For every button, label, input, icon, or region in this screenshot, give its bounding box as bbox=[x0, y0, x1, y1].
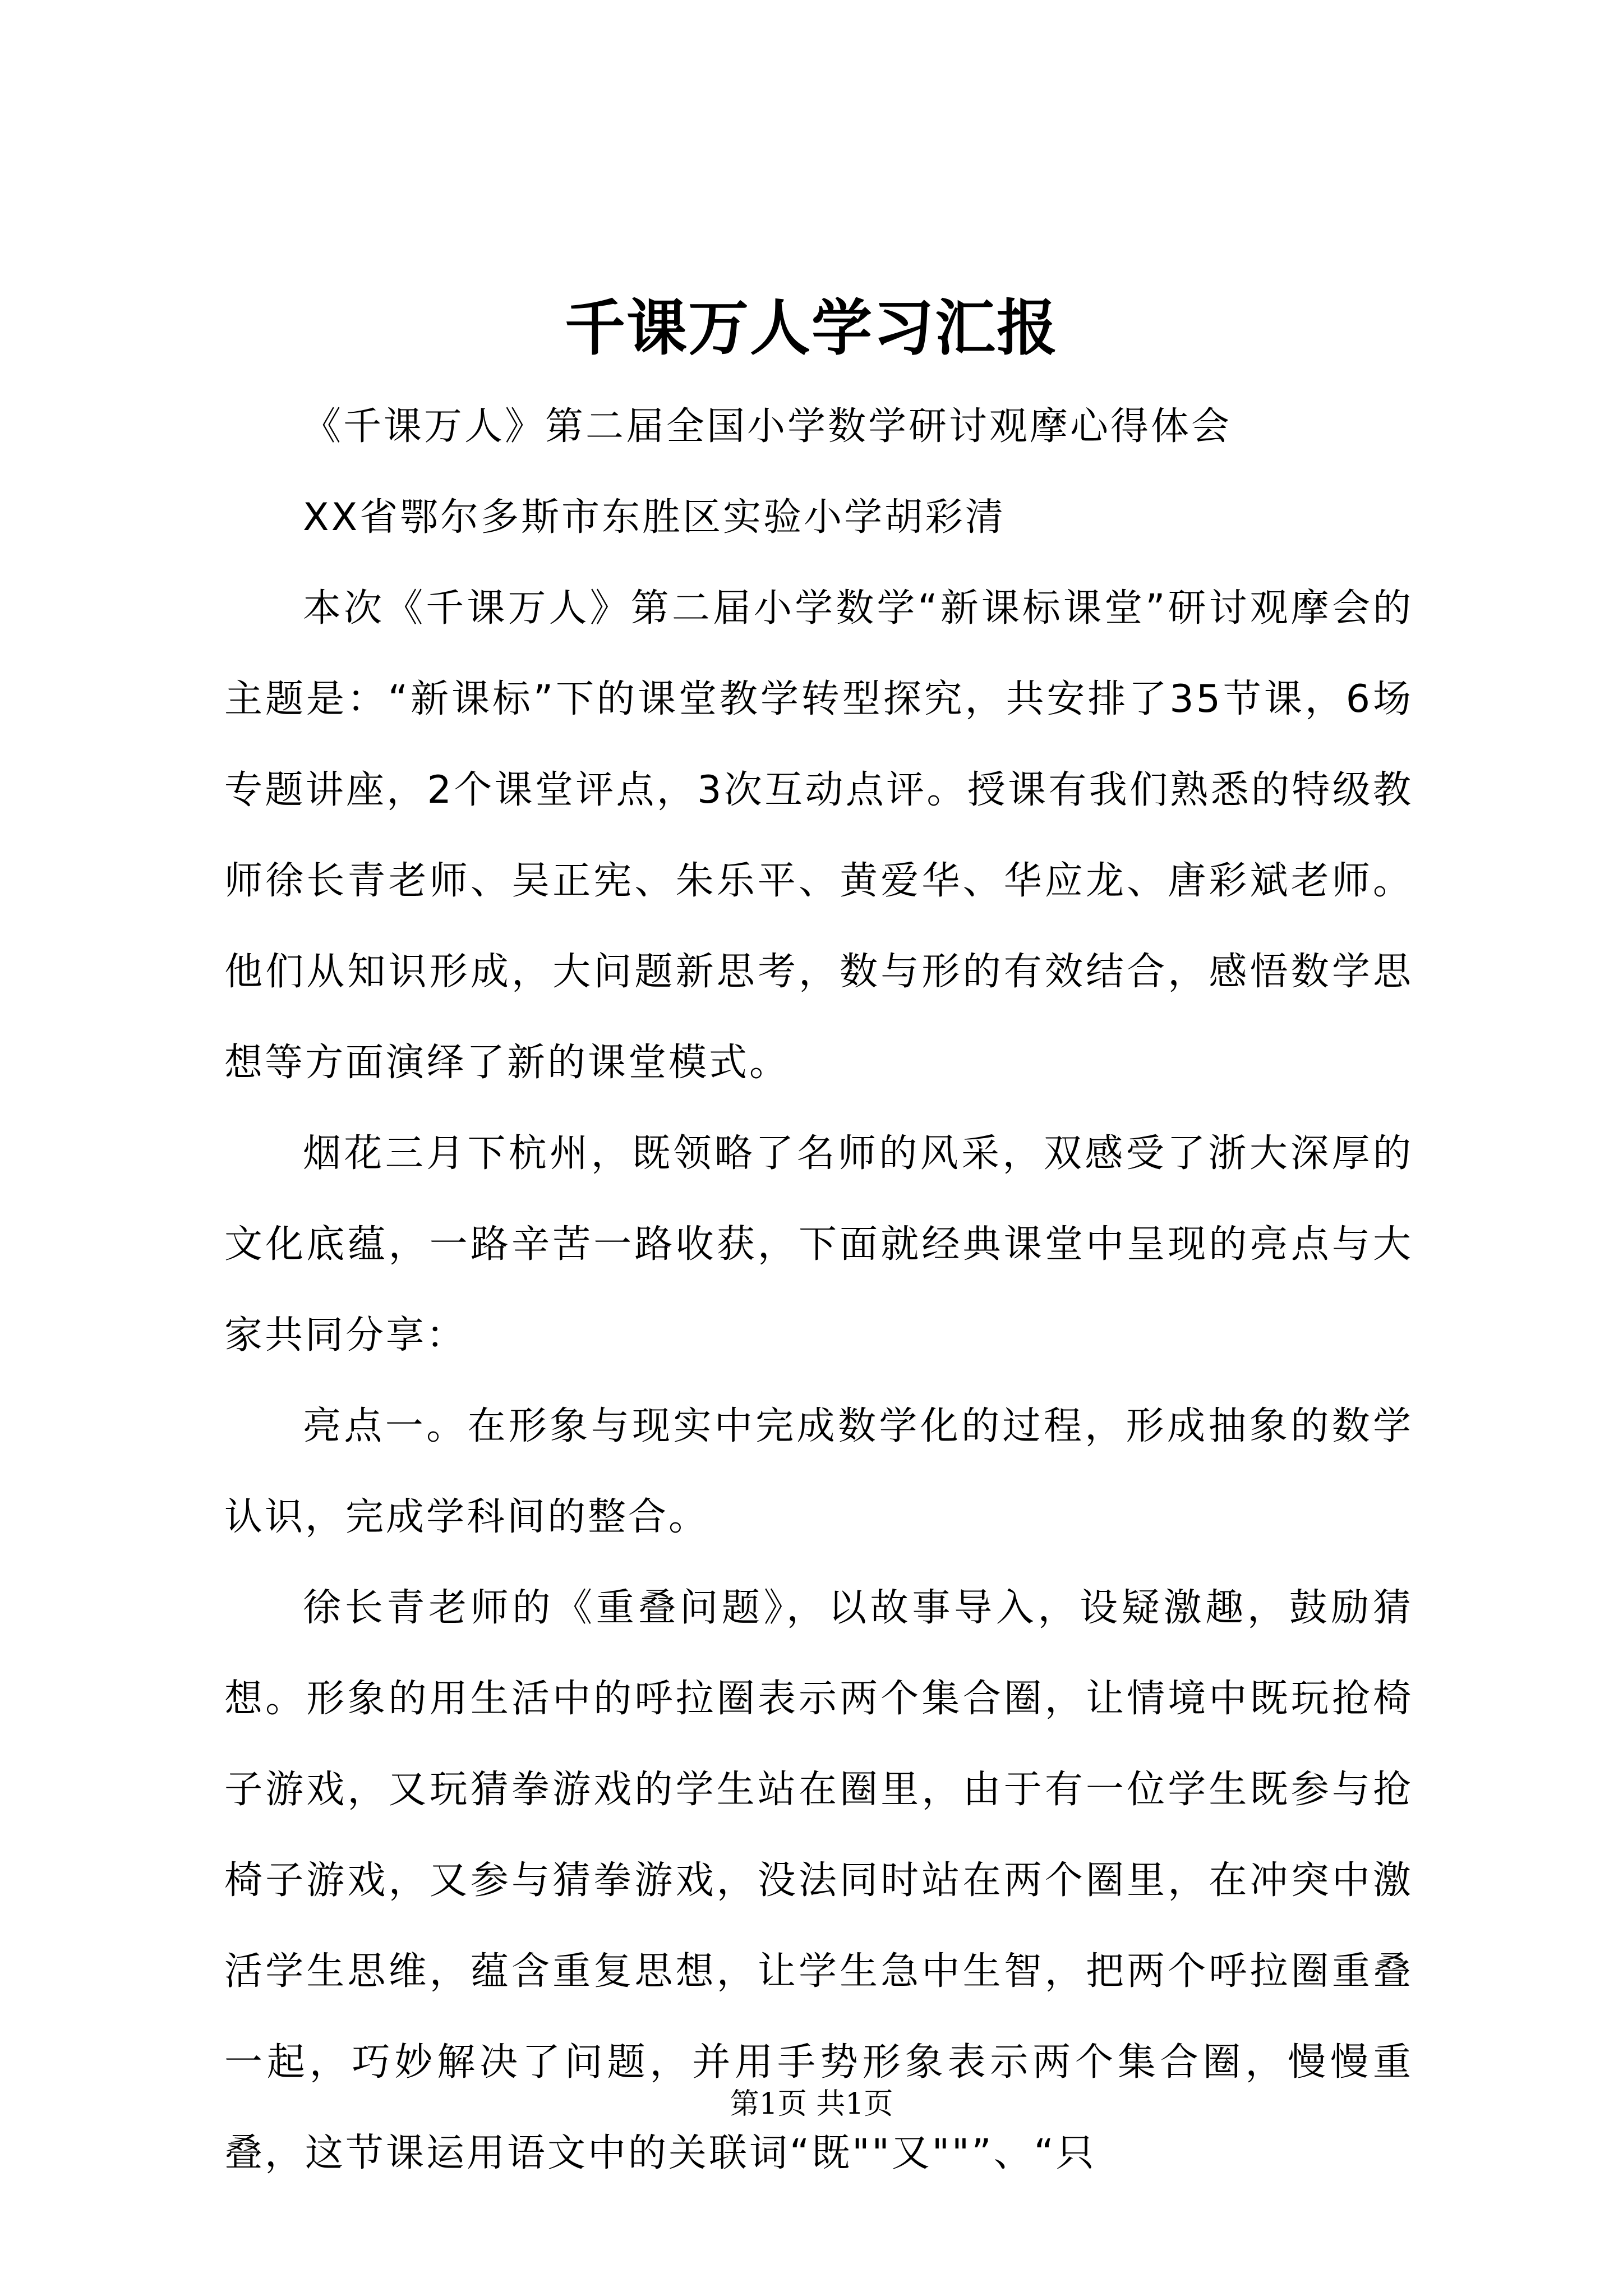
paragraph-4: 徐长青老师的《重叠问题》，以故事导入，设疑激趣，鼓励猜想。形象的用生活中的呼拉圈表示两个集合圈，让情境中既玩抢椅子游戏，又玩猜拳游戏的学生站在圈里，由于有一位学生既参与抢椅子游戏，又参与猜拳游戏，没法同时站在两个圈里，在冲突中激活学生思维，蕴含重复思想，让学生急中生智，把两个呼拉圈重叠一起，巧妙解决了问题，并用手势形象表示两个集合圈，慢慢重叠，这节课运用语文中的关联词“既""又""”、“只 bbox=[224, 1586, 1413, 2175]
document-body bbox=[224, 381, 1413, 2199]
paragraph-2: 烟花三月下杭州，既领略了名师的风采，双感受了浙大深厚的文化底蕴，一路辛苦一路收获，下面就经典课堂中呈现的亮点与大家共同分享： bbox=[224, 1131, 1413, 1358]
page-footer: 第1页 共1页 bbox=[730, 2087, 893, 2121]
document-title: 千课万人学习汇报 bbox=[564, 293, 1058, 364]
paragraph-3: 亮点一。在形象与现实中完成数学化的过程，形成抽象的数学认识，完成学科间的整合。 bbox=[224, 1404, 1413, 1539]
document-subtitle: 《千课万人》第二届全国小学数学研讨观摩心得体会 bbox=[303, 404, 1232, 449]
paragraph-1: 本次《千课万人》第二届小学数学“新课标课堂”研讨观摩会的主题是：“新课标”下的课堂教学转型探究，共安排了35节课，6场专题讲座，2个课堂评点，3次互动点评。授课有我们熟悉的特级教师徐长青老师、吴正宪、朱乐平、黄爱华、华应龙、唐彩斌老师。他们从知识形成，大问题新思考，数与形的有效结合，感悟数学思想等方面演绎了新的课堂模式。 bbox=[224, 586, 1413, 1085]
document-author: XX省鄂尔多斯市东胜区实验小学胡彩清 bbox=[303, 495, 1006, 540]
